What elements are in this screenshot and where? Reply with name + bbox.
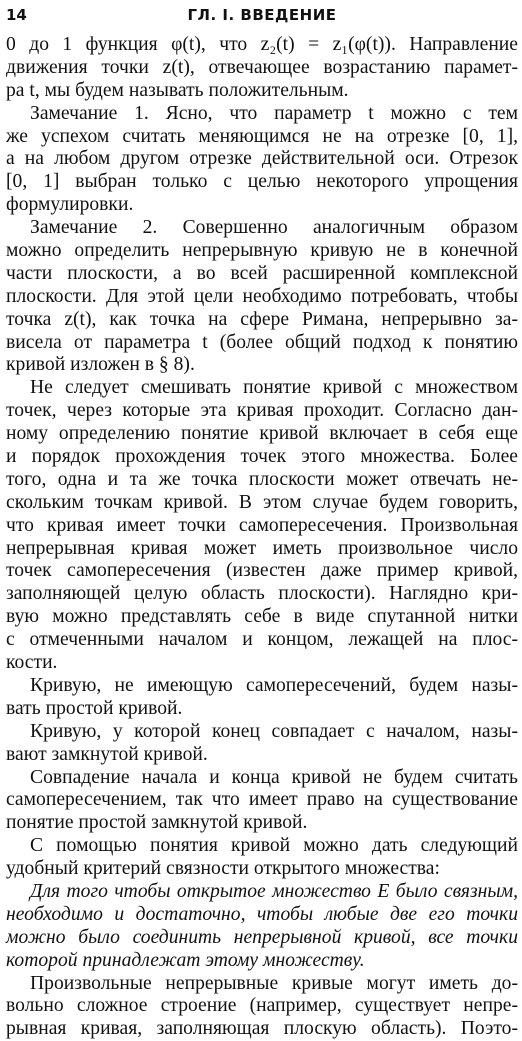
text-line: рывная кривая, заполняющая плоскую область). Поэто- xyxy=(6,1018,518,1040)
text-line: висела от параметра t (более общий подход к понятию xyxy=(6,331,518,353)
chapter-title: ГЛ. I. ВВЕДЕНИЕ xyxy=(187,6,337,24)
paragraph-start-line: Произвольные непрерывные кривые могут иметь до- xyxy=(30,972,518,994)
text-line: что кривая имеет точки самопересечения. Произвольная xyxy=(6,514,518,536)
text-line: того, одна и та же точка плоскости может отвечать не- xyxy=(6,468,518,490)
text-line: самопересечением, так что имеет право на существование xyxy=(6,789,518,811)
text-line: же успехом считать меняющимся не на отрезке [0, 1], xyxy=(6,125,518,147)
text-line: кости. xyxy=(6,652,58,674)
remark-1-line: Замечание 1. Ясно, что параметр t можно с тем xyxy=(30,102,518,124)
text-line: точек, через которые эта кривая проходит. Согласно дан- xyxy=(6,400,518,422)
paragraph-start-line: Совпадение начала и конца кривой не будем считать xyxy=(30,766,518,788)
text-line: ному определению понятие кривой включает в себя еще xyxy=(6,423,518,445)
page-number: 14 xyxy=(6,6,27,24)
text-line: движения точки z(t), отвечающее возрастанию парамет- xyxy=(6,56,518,78)
book-page xyxy=(6,0,518,1041)
theorem-line: Для того чтобы открытое множество E было связным, xyxy=(30,880,518,902)
text-line: части плоскости, а во всей расширенной комплексной xyxy=(6,262,518,284)
paragraph-start-line: С помощью понятия кривой можно дать следующий xyxy=(30,835,518,857)
text-line: с отмеченными началом и концом, лежащей на плос- xyxy=(6,629,518,651)
text-line: непрерывная кривая может иметь произвольное число xyxy=(6,537,518,559)
text-line: вают замкнутой кривой. xyxy=(6,743,208,765)
running-head xyxy=(6,0,518,30)
text-line: вую можно представлять себе в виде спутанной нитки xyxy=(6,606,518,628)
text-line: формулировки. xyxy=(6,194,134,216)
theorem-line: которой принадлежат этому множеству. xyxy=(6,949,365,971)
text-line: можно определить непрерывную кривую не в конечной xyxy=(6,240,518,262)
paragraph-start-line: Кривую, у которой конец совпадает с началом, назы- xyxy=(30,720,518,742)
text-line: скольким точкам кривой. В этом случае будем говорить, xyxy=(6,491,518,513)
paragraph-start-line: Не следует смешивать понятие кривой с множеством xyxy=(30,377,518,399)
text-line: удобный критерий связности открытого множества: xyxy=(6,858,440,880)
text-line: а на любом другом отрезке действительной оси. Отрезок xyxy=(6,148,518,170)
paragraph-start-line: Кривую, не имеющую самопересечений, будем назы- xyxy=(30,674,518,696)
text-line: [0, 1] выбран только с целью некоторого упрощения xyxy=(6,171,518,193)
text-line: плоскости. Для этой цели необходимо потребовать, чтобы xyxy=(6,285,518,307)
theorem-line: можно было соединить непрерывной кривой, все точки xyxy=(6,926,518,948)
text-line: и порядок прохождения точек этого множества. Более xyxy=(6,446,518,468)
text-line: точка z(t), как точка на сфере Римана, непрерывно за- xyxy=(6,308,518,330)
text-line: вольно сложное строение (например, существует непре- xyxy=(6,995,518,1017)
text-line: вать простой кривой. xyxy=(6,697,183,719)
text-line: кривой изложен в § 8). xyxy=(6,354,195,376)
text-line: точек самопересечения (известен даже пример кривой, xyxy=(6,560,518,582)
theorem-line: необходимо и достаточно, чтобы любые две его точки xyxy=(6,903,518,925)
text-line: заполняющей целую область плоскости). Наглядно кри- xyxy=(6,583,518,605)
text-line: 0 до 1 функция φ(t), что z₂(t) = z₁(φ(t)). Направление xyxy=(6,34,518,55)
text-line: понятие простой замкнутой кривой. xyxy=(6,812,308,834)
remark-2-line: Замечание 2. Совершенно аналогичным образом xyxy=(30,217,518,239)
text-line: ра t, мы будем называть положительным. xyxy=(6,79,349,101)
